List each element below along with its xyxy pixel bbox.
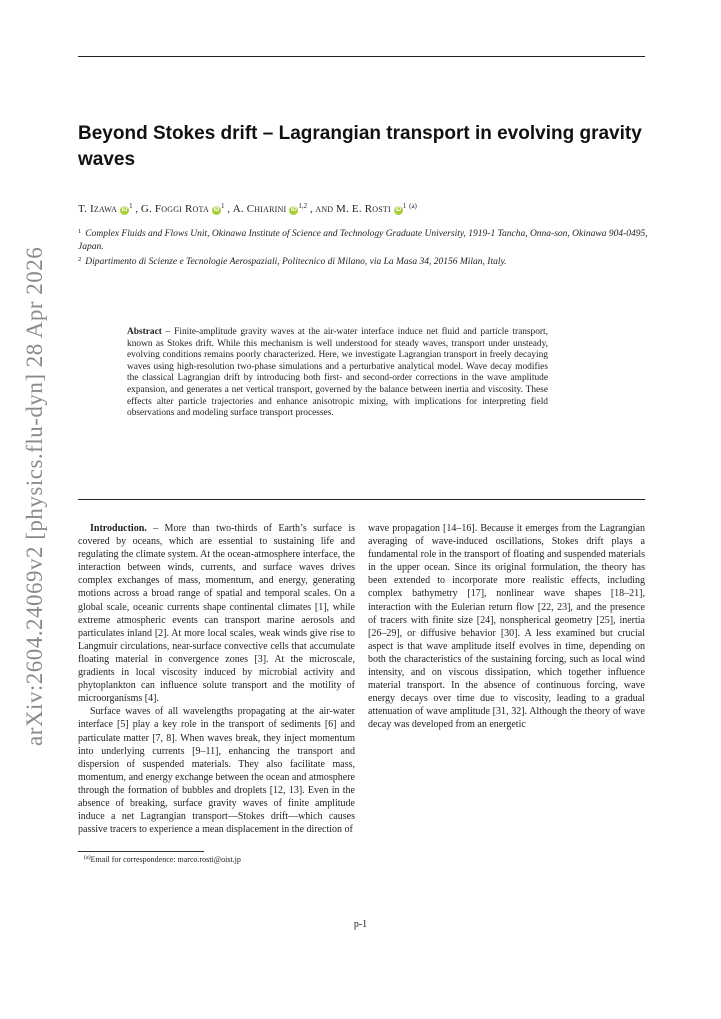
top-rule — [78, 56, 645, 57]
author-name: G. Foggi Rota — [140, 203, 209, 215]
right-column — [368, 522, 645, 732]
intro-paragraph: Surface waves of all wavelengths propagating at the air-water interface [5] play a key role in the transport of sediments [6] and particulate matter [7, 8]. When waves break, they inject momentum into underlying currents [9–11], enhancing the transport and dispersion of suspended materials. They also facilitate mass, momentum, and energy exchange between the ocean and atmosphere through the formation of bubbles and droplets [12, 13]. Even in the absence of breaking, surface gravity waves of finite amplitude induce a net Lagrangian transport—Stokes drift—which causes passive tracers to experience a mean displacement in the direction of — [78, 706, 355, 836]
left-column — [78, 522, 355, 836]
affiliations — [78, 226, 648, 270]
footnote-text[interactable]: Email for correspondence: marco.rosti@oist.jp — [90, 855, 241, 864]
orcid-icon[interactable]: iD — [121, 207, 128, 213]
abstract-label: Abstract — [127, 327, 162, 337]
author-affiliation-mark: 1 — [129, 202, 133, 210]
author-list: T. Izawa iD $^1$ , G. Foggi Rota iD $^1$ , A. Chiarini iD $^{1,2}$ , and M. E. Rosti iD $^1$ $^{(a)}$ — [78, 202, 417, 215]
arxiv-stamp: arXiv:2604.24069v2 [physics.flu-dyn] 28 Apr 2026 — [22, 246, 47, 746]
affiliation: $^2$ Dipartimento di Scienze e Tecnologie Aerospaziali, Politecnico di Milano, via La Masa 34, 20156 Milan, Italy. — [78, 256, 507, 267]
affiliation: $^1$ Complex Fluids and Flows Unit, Okinawa Institute of Science and Technology Graduate University, 1919-1 Tancha, Onna-son, Okinawa 904-0495, Japan. — [78, 228, 648, 252]
author-affiliation-mark: 1 — [402, 202, 407, 210]
intro-paragraph: Introduction. – More than two-thirds of Earth’s surface is covered by oceans, which are essential to sustaining life and regulating the climate system. At the ocean-atmosphere interface, the interaction between winds, currents, and surface waves drives complex exchanges of mass, momentum, and energy, generating motions across a broad range of spatial and temporal scales. On a global scale, oceanic currents shape continental climates [1], while extreme atmospheric events can transport marine aerosols and particulates inland [2]. At more local scales, weak winds give rise to Langmuir circulations, near-surface convective cells that accumulate floating material in convergence zones [3]. At the microscale, gradients in local viscosity induced by microbial activity and phytoplankton can influence solute transport and the motility of microorganisms [4]. — [78, 523, 356, 705]
page-number: p-1 — [353, 919, 368, 930]
paper-title: Beyond Stokes drift – Lagrangian transport in evolving gravity waves — [78, 123, 642, 170]
author-name: T. Izawa — [78, 203, 118, 215]
footnote — [84, 855, 241, 864]
footnote-rule — [78, 851, 204, 852]
corresponding-author-mark: (a) — [409, 202, 417, 210]
author-affiliation-mark: 1 — [220, 202, 225, 210]
orcid-icon[interactable]: iD — [213, 207, 220, 213]
orcid-icon[interactable]: iD — [290, 207, 297, 213]
authors-and: and — [315, 203, 334, 215]
footnote-mark: (a) — [84, 855, 91, 861]
author-name: A. Chiarini — [232, 203, 287, 215]
section-heading: Introduction. — [90, 523, 147, 534]
intro-paragraph-continued: wave propagation [14–16]. Because it emerges from the Lagrangian averaging of wave-induced oscillations, Stokes drift plays a fundamental role in the transport of floating and suspended materials in the upper ocean. Since its original formulation, the theory has been extended to incorporate more realistic effects, including complex bathymetry [17], nonlinear wave shapes [18–21], interaction with the Eulerian return flow [22, 23], and the presence of tracers with finite size [24], nonspherical geometry [25], inertia [26–29], or diffusive behavior [30]. A less examined but crucial aspect is that wave amplitude itself evolves in time, depending on both the characteristics of the sustaining forcing, such as local wind intensity, and on viscous dissipation, which together influence material transport. In the absence of continuous forcing, wave energy decays over time due to viscosity, leading to a gradual attenuation of wave amplitude [31, 32]. Although the theory of wave decay was developed from an energetic — [368, 523, 645, 731]
author-name: M. E. Rosti — [336, 203, 391, 215]
section-rule — [78, 499, 645, 500]
abstract-text: – Finite-amplitude gravity waves at the air-water interface induce net fluid and particle transport, known as Stokes drift. While this mechanism is well understood for steady waves, transport under unsteady, evolving conditions remains poorly characterized. Here, we investigate Lagrangian transport in freely decaying waves using high-resolution two-phase simulations and a perturbative analytical model. Wave decay modifies the classical Lagrangian drift by introducing both first- and second-order corrections in the wave amplitude expansion, and generates a net vertical transport, governed by the balance between inertia and viscosity. These effects alter particle trajectories and enhance anisotropic mixing, with implications for interpreting field observations and modeling surface transport processes. — [127, 327, 549, 419]
abstract — [127, 327, 548, 420]
orcid-icon[interactable]: iD — [395, 207, 402, 213]
author-affiliation-mark: 1,2 — [298, 202, 308, 210]
